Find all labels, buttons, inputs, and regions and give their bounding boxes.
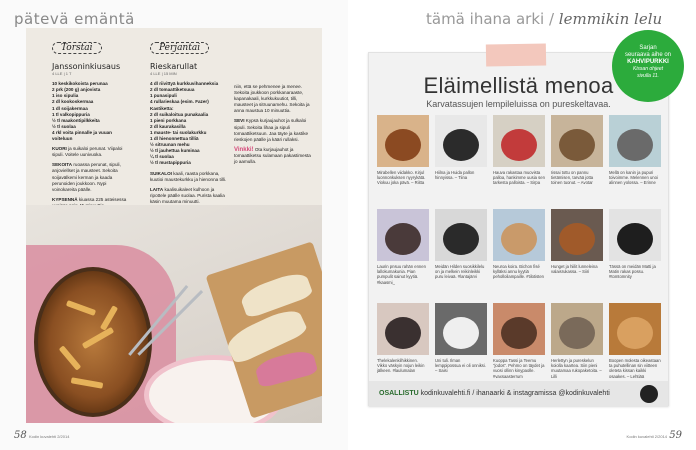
pet-photo-item — [377, 303, 429, 384]
recipe-servings: 4 LLE | 1 T — [52, 71, 72, 77]
pet-photo-item — [377, 209, 429, 290]
pet-photo-item — [551, 115, 603, 196]
ingredient: 2 dl kookoskermaa — [52, 99, 94, 105]
pet-caption: Herlettyn ja pureskelun koiolla kaartea. Siin pieni muutamaa rukopaketoita. – Lilli — [551, 358, 602, 379]
ingredient: Kastiketta: — [150, 105, 174, 111]
participate-bar — [369, 381, 668, 407]
pet-photo-item — [609, 209, 661, 290]
pet-photo — [493, 115, 545, 167]
pet-photo — [377, 303, 429, 355]
ingredient: 1 mauste- tai suolakurkku — [150, 129, 207, 135]
instruction: KYPSENNÄ kiuassa 225 asteisessa — [52, 196, 127, 202]
ingredient: 10 keskikokoista perunaa — [52, 81, 108, 87]
pet-figure — [501, 223, 537, 255]
ingredient: 4 dl riivittyä kurkkuvihanneksia — [150, 81, 219, 87]
pet-caption: Hauva rakastaa muovista palloa, hankimme uusia sen tarkesta palloista. – Sirpa — [493, 170, 545, 186]
pet-photo-item — [435, 303, 487, 384]
pet-caption: Uni tuli. Ilman lemppipossua ei oli onniksi. – Saisi — [435, 358, 486, 374]
pet-photo — [551, 303, 603, 355]
right-page — [348, 0, 696, 450]
next-topic-badge: Sarjan seuraava aihe on KAHVIPURKKI Kissan ohjeet sivulla 11. — [612, 30, 684, 102]
recipe-column-continued — [234, 84, 314, 169]
recipe-title: Rieskarullat — [150, 62, 198, 72]
ingredient: 2 dl tomaattiketsuua — [150, 87, 195, 93]
pet-figure — [385, 317, 421, 349]
ingredient: ½ tl suolaa — [52, 123, 76, 129]
ingredient: 4 rkl voita pinnalle ja vuuan voiteluun — [52, 129, 112, 142]
pet-figure — [443, 317, 479, 349]
pet-photo-item — [493, 209, 545, 290]
pet-figure — [559, 223, 595, 255]
section-title-left: pätevä emäntä — [14, 10, 135, 28]
ingredient: ½ tl maakontipilkkeita — [52, 117, 100, 123]
ingredient: ½ sitruunan mehu — [150, 142, 190, 148]
ingredient: 2 prk (200 g) anjovista — [52, 87, 101, 93]
pet-figure — [617, 317, 653, 349]
instruction: SEKOITA ruoassa perunat, sipuli, anjoviellset ja mausteet. Sekoita soijavälkemi kerman ja kaada perunoiden joukkoon. Nypi voinokareita päälle. — [52, 162, 121, 192]
ingredient: 1 iso sipulia — [52, 93, 79, 99]
pet-figure — [385, 223, 421, 255]
pet-photo — [435, 209, 487, 261]
pet-photo — [609, 209, 661, 261]
ingredient: 1 dl hienonnettua tilliä — [150, 136, 199, 142]
ingredient: ¼ tl suolaa — [150, 154, 174, 160]
pet-figure — [617, 223, 653, 255]
instruction: SEVI Kypsä kurjaujauhot ja sulkaloi sipuli. Sekoita lihaa ja sipuli tomaattiketsuun. Jaa täyte ja kastike rieskojen päälle ja kääri rullaksi. — [234, 118, 309, 142]
recipe-servings: 4 LLE | 15 MIN — [150, 71, 177, 77]
pet-figure — [443, 223, 479, 255]
ingredient: 2 dl suikaloitua punakaalia — [150, 111, 209, 117]
pet-caption: Tässä on meidän Matti ja Matin rakas possu. #tomtomnity — [609, 264, 656, 280]
pet-caption: Mellä on kanin ja pupuri toivoimme. Melennen unoi alinnen yolossa. – Erinne — [609, 170, 658, 186]
pet-photo — [435, 115, 487, 167]
card-title: Eläimellistä menoa — [423, 73, 614, 98]
ingredient-list — [52, 81, 130, 142]
pet-photo-item — [377, 115, 429, 196]
pet-caption: Laurin pnsuu rahän ennen lallokumakunia. Pian pumpulit sainut kyytiä. #kaasmi_ — [377, 264, 426, 285]
day-tag-thursday: Torstai — [52, 42, 102, 54]
pet-photo — [435, 303, 487, 355]
instruction: SUIKALOI kaali, raasta porkkana, kuutioi maustekurkku ja hienonna tilli. — [150, 170, 227, 182]
pet-figure — [443, 129, 479, 161]
ingredient: 1 dl soijakermaa — [52, 105, 88, 111]
pet-photo — [551, 115, 603, 167]
instruction: KUORI ja suikaloi perunat. Viipaloi sipuli. Voitele uunivuoka. — [52, 146, 123, 158]
pet-photo — [493, 303, 545, 355]
tip: Vinkki! Ota kurjaujauhot ja tomaattiketsu sulamaan pakastimesta jo aamulla. — [234, 146, 311, 165]
pet-photo-item — [609, 303, 661, 384]
recipe-title: Janssoninkiusaus — [52, 62, 121, 72]
pet-figure — [501, 129, 537, 161]
pet-photo — [609, 303, 661, 355]
pet-figure — [501, 317, 537, 349]
card-subtitle: Karvatassujen lempileluissa on pureskeltavaa. — [426, 99, 611, 109]
pet-caption: Neuroa koira. Bichon fisé kylläksi annu kyytiä peholloilampaille. #tilotisten — [493, 264, 544, 280]
pet-toys-card — [368, 52, 669, 406]
pet-photo — [609, 115, 661, 167]
pet-photo — [493, 209, 545, 261]
pet-photo-item — [493, 303, 545, 384]
instruction: LAITA kaalisuikaleet kulhoon ja ripottele päälle suolaa. Purista kaalia käsin muutama minuutti. — [150, 186, 225, 204]
recipe-column-friday — [150, 38, 228, 209]
ingredient: ½ tl mustapippuria — [150, 160, 191, 166]
food-photo — [26, 205, 322, 423]
pet-caption: Hiilna ja Huida pallon hinnyissa. – Tiina — [435, 170, 475, 181]
pet-caption: Mirabellen viidakko. Kirjul luonnonkuksen nyyrykätä. Viokuu joka pävä. – Riitta — [377, 170, 426, 186]
pet-photo — [377, 209, 429, 261]
pet-photo-item — [551, 303, 603, 384]
pet-photo — [551, 209, 603, 261]
pet-figure — [617, 129, 653, 161]
pet-figure — [559, 317, 595, 349]
pet-photo-item — [493, 115, 545, 196]
pet-caption: Boopen molesta oikeastaan ta puhutellinan sin viitteen oleteta kissan kaikki osaakes. – Lehtiää — [609, 358, 661, 379]
pet-caption: Meidän Hilden suosikkilelu on ja melkein reikinleikki puru leivaä. #lantajärvi — [435, 264, 485, 280]
pet-caption: Kuoppa Tassi ja Teemu "jodos". Pehmo on täydet ja vuosi ollinn kinypaolle. #vaxsaasterrum — [493, 358, 545, 379]
ingredient: ½ tl jauhettua kuminaa — [150, 148, 200, 154]
page-number-left: 58 Kodin kuvalehti 2/2014 — [14, 430, 70, 441]
section-title-right: tämä ihana arki / lemmikin lelu — [426, 10, 663, 28]
instruction: niin, että se pehmenee ja menee. Sekoita joukkoon porkkanaraaste, kapanakaali, kurkkukuutiot, tilli, mausteet ja sitruunamehu. Sekoita ja anna maustua 10 minuuttia. — [234, 84, 310, 114]
pet-photo-item — [551, 209, 603, 290]
ingredient: 1 punasipuli — [150, 93, 177, 99]
pet-caption: Iissai tottu on pannu tietämisen, tarvää jotta toinen tuonut. – Avotar — [551, 170, 594, 186]
pet-caption: Thelekalenkilhikkinen. Vikko väskyin nojun leikin jälkeen. #laulumalan — [377, 358, 425, 374]
page-number-right: Kodin kuvalehti 2/2014 59 — [626, 430, 682, 441]
tape-decoration — [486, 43, 546, 66]
ingredient: 4 rullarieskaa (esim. Fazer) — [150, 99, 209, 105]
ingredient-list — [150, 81, 228, 166]
ingredient: 1 pieni porkkana — [150, 117, 187, 123]
pet-figure — [385, 129, 421, 161]
ingredient: 1 tl valkopippuria — [52, 111, 90, 117]
ingredient: 2 dl kaurakasilla — [150, 123, 186, 129]
day-tag-friday: Perjantai — [150, 42, 209, 54]
pet-photo-item — [609, 115, 661, 196]
participate-text: OSALLISTU kodinkuvalehti.fi / ihanaarki & instagramissa @kodinkuvalehti — [379, 390, 610, 397]
pet-figure — [559, 129, 595, 161]
pet-photo — [377, 115, 429, 167]
instagram-icon — [640, 385, 658, 403]
pet-caption: Hunget ja hiilit lunneleina valaisrukassa. – Siiri — [551, 264, 598, 275]
pet-photo-item — [435, 209, 487, 290]
pet-photo-item — [435, 115, 487, 196]
